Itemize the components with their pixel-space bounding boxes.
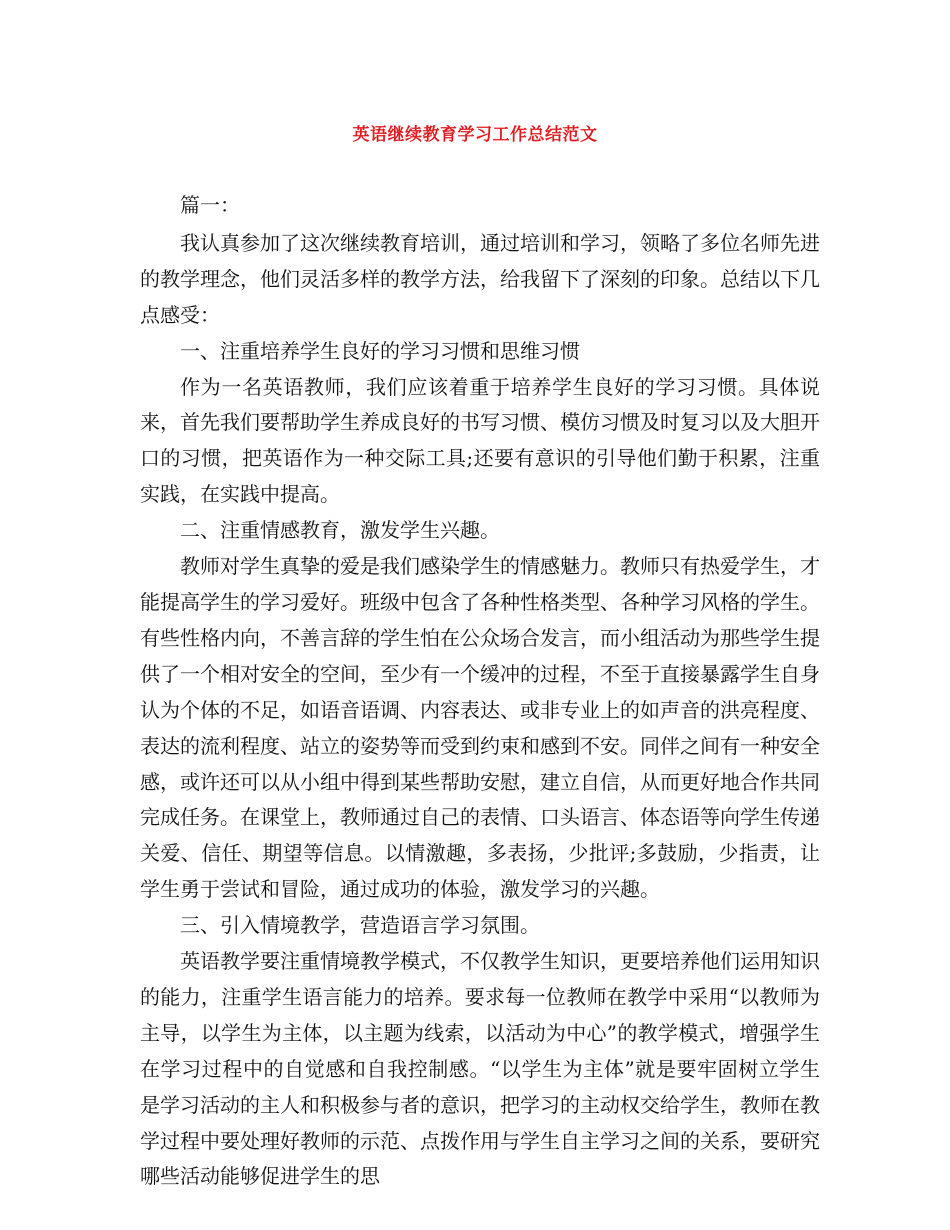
document-title: 英语继续教育学习工作总结范文 bbox=[352, 125, 598, 145]
paragraph-situation: 英语教学要注重情境教学模式，不仅教学生知识，更要培养他们运用知识的能力，注重学生语言能力的培养。要求每一位教师在教学中采用“以教师为主导，以学生为主体，以主题为线索，以活动为中心”的教学模式，增强学生在学习过程中的自觉感和自我控制感。“以学生为主体”就是要牢固树立学生是学习活动的主人和积极参与者的意识，把学习的主动权交给学生，教师在教学过程中要处理好教师的示范、点拨作用与学生自主学习之间的关系，要研究哪些活动能够促进学生的思 bbox=[140, 949, 820, 1189]
heading-three: 三、引入情境教学，营造语言学习氛围。 bbox=[180, 913, 540, 938]
heading-one: 一、注重培养学生良好的学习习惯和思维习惯 bbox=[180, 338, 580, 363]
paragraph-emotion: 教师对学生真挚的爱是我们感染学生的情感魅力。教师只有热爱学生，才能提高学生的学习爱好。班级中包含了各种性格类型、各种学习风格的学生。有些性格内向，不善言辞的学生怕在公众场合发言，而小组活动为那些学生提供了一个相对安全的空间，至少有一个缓冲的过程，不至于直接暴露学生自身认为个体的不足，如语音语调、内容表达、或非专业上的如声音的洪亮程度、表达的流利程度、站立的姿势等而受到约束和感到不安。同伴之间有一种安全感，或许还可以从小组中得到某些帮助安慰，建立自信，从而更好地合作共同完成任务。在课堂上，教师通过自己的表情、口头语言、体态语等向学生传递关爱、信任、期望等信息。以情激趣，多表扬，少批评;多鼓励，少指责，让学生勇于尝试和冒险，通过成功的体验，激发学习的兴趣。 bbox=[140, 554, 820, 902]
section-label: 篇一： bbox=[180, 193, 240, 217]
document-body bbox=[140, 188, 820, 1195]
intro-paragraph: 我认真参加了这次继续教育培训，通过培训和学习，领略了多位名师先进的教学理念，他们灵活多样的教学方法，给我留下了深刻的印象。总结以下几点感受： bbox=[140, 230, 820, 327]
paragraph-habits: 作为一名英语教师，我们应该着重于培养学生良好的学习习惯。具体说来，首先我们要帮助学生养成良好的书写习惯、模仿习惯及时复习以及大胆开口的习惯，把英语作为一种交际工具;还要有意识的引导他们勤于积累，注重实践，在实践中提高。 bbox=[140, 374, 820, 507]
heading-two: 二、注重情感教育，激发学生兴趣。 bbox=[180, 518, 500, 543]
